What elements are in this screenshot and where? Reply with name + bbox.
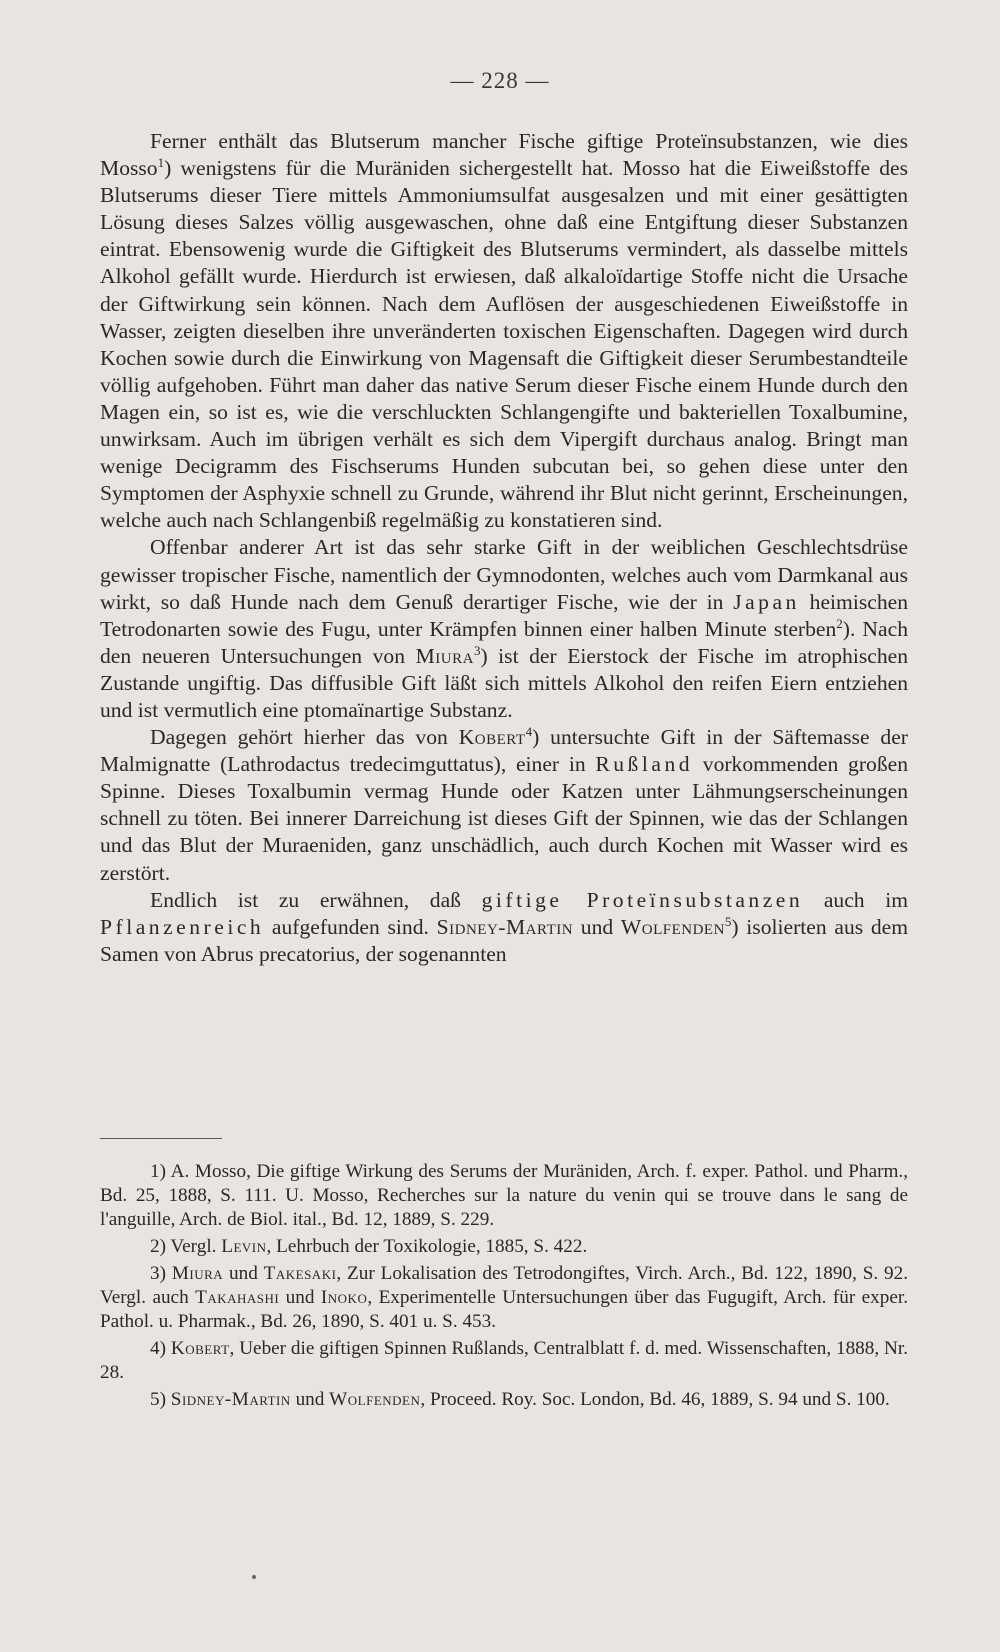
page-number: — 228 — <box>450 68 550 93</box>
text-run: , Zur Lokalisation des Tetrodongiftes, Virch. Arch., Bd. 122, 1890, S. 92. Vergl. auch <box>100 1263 908 1308</box>
text-run: , Proceed. Roy. Soc. London, Bd. 46, 1889, S. 94 und S. 100. <box>420 1389 890 1410</box>
paragraph <box>100 534 908 724</box>
paragraph <box>100 128 908 534</box>
text-run: 5) <box>150 1389 171 1410</box>
emphasized-text: Rußland <box>595 752 694 777</box>
author-name: Wolfenden <box>329 1389 421 1410</box>
footnote <box>100 1262 908 1334</box>
text-run: ) isolierten aus dem Samen von Abrus precatorius, der sogenannten <box>100 914 909 966</box>
footnote-marker: 2 <box>836 615 843 631</box>
text-run: auch im <box>803 887 909 912</box>
text-run: ) wenigstens für die Muräniden sichergestellt hat. Mosso hat die Eiweißstoffe des Blutserums dieser Tiere mittels Ammoniumsulfat ausgesalzen und mit einer gesättigten Lösung dieses Salzes völlig ausgewaschen, ohne daß eine Entgiftung dieser Substanzen eintrat. Ebensowenig wurde die Giftigkeit des Blutserums vermindert, als dasselbe mittels Alkohol gefällt wurde. Hierdurch ist erwiesen, daß alkaloïdartige Stoffe nicht die Ursache der Giftwirkung sein können. Nach dem Auflösen der ausgeschiedenen Eiweißstoffe in Wasser, zeigten dieselben ihre unveränderten toxischen Eigenschaften. Dagegen wird durch Kochen sowie durch die Einwirkung von Magensaft die Giftigkeit dieser Serumbestandteile völlig aufgehoben. Führt man daher das native Serum dieser Fische einem Hunde durch den Magen ein, so ist es, wie die verschluckten Schlangengifte und bakteriellen Toxalbumine, unwirksam. Auch im übrigen verhält es sich dem Vipergift durchaus analog. Bringt man wenige Decigramm des Fischserums Hunden subcutan bei, so gehen diese unter den Symptomen der Asphyxie schnell zu Grunde, während ihr Blut nicht gerinnt, Erscheinungen, welche auch nach Schlangenbiß regelmäßig zu konstatieren sind. <box>100 156 908 533</box>
text-run: ) ist der Eierstock der Fische im atrophischen Zustande ungiftig. Das diffusible Gift läßt sich mittels Alkohol den reifen Eiern entziehen und ist vermutlich eine ptomaïnartige Substanz. <box>100 643 908 722</box>
text-run: , Lehrbuch der Toxikologie, 1885, S. 422. <box>266 1236 588 1257</box>
author-name: Wolfenden <box>620 914 725 939</box>
text-run: Dagegen gehört hierher das von <box>150 725 459 750</box>
footnote <box>100 1235 908 1259</box>
text-run: und <box>290 1389 330 1410</box>
footnote <box>100 1388 908 1412</box>
emphasized-text: giftige Proteïnsubstanzen <box>481 887 804 912</box>
author-name: Takesaki <box>263 1263 337 1284</box>
text-run: 4) <box>150 1338 171 1359</box>
footnote-marker: 4 <box>525 723 533 739</box>
paragraph <box>100 887 908 968</box>
author-name: Inoko <box>320 1287 368 1308</box>
print-speck <box>252 1575 256 1579</box>
footnote-separator <box>100 1138 222 1139</box>
footnotes <box>100 1160 908 1415</box>
footnote <box>100 1160 908 1232</box>
text-run: und <box>223 1263 264 1284</box>
author-name: Takahashi <box>195 1287 280 1308</box>
author-name: Miura <box>171 1263 224 1284</box>
text-run: 3) <box>150 1263 172 1284</box>
footnote-marker: 3 <box>473 642 481 658</box>
footnote-marker: 1 <box>157 154 165 170</box>
author-name: Kobert <box>170 1338 230 1359</box>
text-run: heimischen Tetrodonarten sowie des Fugu, unter Krämpfen binnen einer halben Minute sterben <box>100 589 908 641</box>
text-run: und <box>573 914 621 939</box>
author-name: Miura <box>415 643 474 668</box>
text-run: ). Nach den neueren Untersuchungen von <box>100 616 908 668</box>
text-run: 2) Vergl. <box>150 1236 222 1257</box>
text-run: Ferner enthält das Blutserum mancher Fische giftige Proteïnsubstanzen, wie dies Mosso <box>100 129 908 181</box>
text-run: , Experimentelle Untersuchungen über das Fugugift, Arch. für exper. Pathol. u. Pharmak., Bd. 26, 1890, S. 401 u. S. 453. <box>100 1287 908 1332</box>
emphasized-text: Pflanzenreich <box>100 914 265 939</box>
text-run: 1) A. Mosso, Die giftige Wirkung des Serums der Muräniden, Arch. f. exper. Pathol. und Pharm., Bd. 25, 1888, S. 111. U. Mosso, Recherches sur la nature du venin qui se trouve dans le sang de l'anguille, Arch. de Biol. ital., Bd. 12, 1889, S. 229. <box>100 1161 908 1230</box>
text-run: , Ueber die giftigen Spinnen Rußlands, Centralblatt f. d. med. Wissenschaften, 1888, Nr. 28. <box>100 1338 909 1383</box>
text-run: aufgefunden sind. <box>264 914 437 939</box>
text-run: ) untersuchte Gift in der Säftemasse der Malmignatte (Lathrodactus tredecimguttatus), einer in <box>100 725 908 777</box>
paragraph <box>100 724 908 887</box>
text-run: und <box>279 1287 321 1308</box>
text-run: Offenbar anderer Art ist das sehr starke Gift in der weiblichen Geschlechtsdrüse gewisser tropischer Fische, namentlich der Gymnodonten, welches auch vom Darmkanal aus wirkt, so daß Hunde nach dem Genuß derartiger Fische, wie der in <box>100 535 908 614</box>
footnote <box>100 1337 908 1385</box>
author-name: Kobert <box>458 725 526 750</box>
main-text <box>100 128 908 968</box>
author-name: Sidney-Martin <box>436 914 574 939</box>
text-run: vorkommenden großen Spinne. Dieses Toxalbumin vermag Hunde oder Katzen unter Lähmungserscheinungen schnell zu töten. Bei innerer Darreichung ist dieses Gift der Spinnen, wie das der Schlangen und das Blut der Muraeniden, ganz unschädlich, auch durch Kochen mit Wasser wird es zerstört. <box>100 752 908 885</box>
author-name: Levin <box>221 1236 267 1257</box>
emphasized-text: Japan <box>733 589 800 614</box>
text-run: Endlich ist zu erwähnen, daß <box>150 887 482 912</box>
author-name: Sidney-Martin <box>170 1389 291 1410</box>
footnote-marker: 5 <box>724 913 732 929</box>
